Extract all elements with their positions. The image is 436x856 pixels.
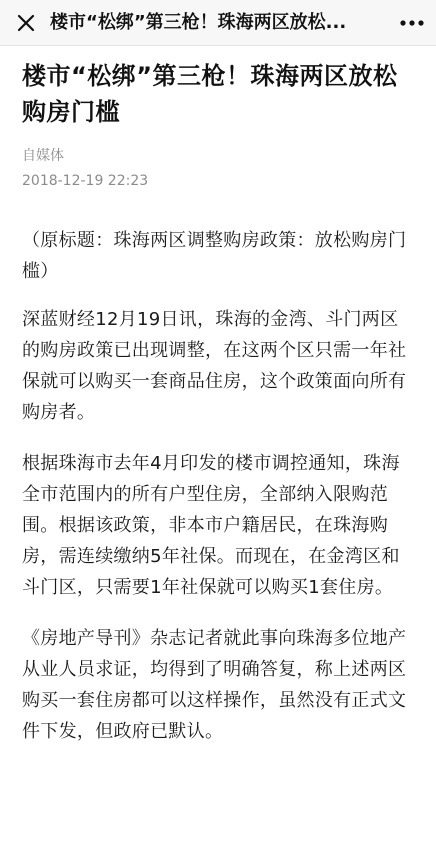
paragraph-policy: 根据珠海市去年4月印发的楼市调控通知，珠海全市范围内的所有户型住房，全部纳入限购范围。根据该政策，非本市户籍居民，在珠海购房，需连续缴纳5年社保。而现在，在金湾区和斗门区，只需要1年社保就可以购买1套住房。 [22, 453, 400, 598]
more-dots-icon [400, 19, 424, 27]
paragraph-original-title: （原标题：珠海两区调整购房政策：放松购房门槛） [22, 230, 407, 282]
page-title: 楼市“松绑”第三枪！珠海两区放松... [50, 12, 347, 33]
article-date: 2018-12-19 22:23 [22, 173, 149, 189]
paragraph-verification: 《房地产导刊》杂志记者就此事向珠海多位地产从业人员求证，均得到了明确答复，称上述两区购买一套住房都可以这样操作，虽然没有正式文件下发，但政府已默认。 [22, 628, 407, 742]
close-icon [16, 13, 36, 33]
more-options-button[interactable] [396, 7, 428, 39]
top-navigation-bar [0, 0, 436, 46]
article-content [22, 46, 414, 747]
paragraph-intro: 深蓝财经12月19日讯，珠海的金湾、斗门两区的购房政策已出现调整，在这两个区只需一年社保就可以购买一套商品住房，这个政策面向所有购房者。 [22, 309, 407, 423]
article-title: 楼市“松绑”第三枪！珠海两区放松购房门槛 [22, 62, 398, 126]
article-source[interactable]: 自媒体 [22, 148, 64, 164]
close-button[interactable] [10, 7, 42, 39]
